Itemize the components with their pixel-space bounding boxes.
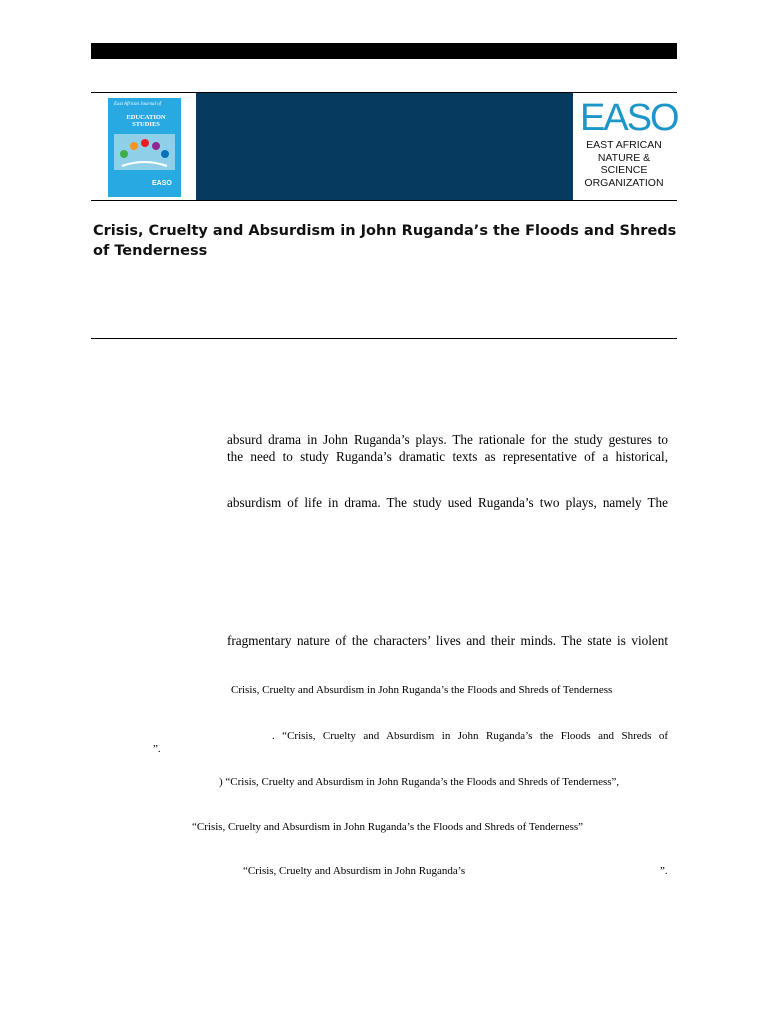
abstract-line-1: absurd drama in John Ruganda’s plays. The rationale for the study gestures to xyxy=(227,432,668,447)
abstract-line-2: the need to study Ruganda’s dramatic texts as representative of a historical, xyxy=(227,449,668,464)
header-navy-banner xyxy=(196,93,573,200)
citation-line-5: “Crisis, Cruelty and Absurdism in John Ruganda’s xyxy=(243,865,466,877)
citation-line-3: ) “Crisis, Cruelty and Absurdism in John Ruganda’s the Floods and Shreds of Tenderness”, xyxy=(219,776,620,788)
citation-line-5-tail: ”. xyxy=(660,865,668,877)
easo-logo: EASO xyxy=(580,97,678,139)
journal-cover-image xyxy=(108,98,181,197)
citation-line-2: . “Crisis, Cruelty and Absurdism in John Ruganda’s the Floods and Shreds of xyxy=(272,730,668,742)
cover-journal-name: EDUCATION STUDIES xyxy=(126,114,166,128)
citation-line-2-tail: ”. xyxy=(153,743,161,755)
title-divider xyxy=(91,338,677,339)
citation-line-4: “Crisis, Cruelty and Absurdism in John Ruganda’s the Floods and Shreds of Tenderness” xyxy=(192,821,584,833)
cover-journal-line: East African Journal of xyxy=(114,102,161,107)
top-black-bar xyxy=(91,43,677,59)
header-bottom-rule xyxy=(91,200,677,201)
cover-easo-logo: EASO xyxy=(152,180,172,187)
abstract-line-3: absurdism of life in drama. The study used Ruganda’s two plays, namely The xyxy=(227,495,668,510)
citation-line-1: Crisis, Cruelty and Absurdism in John Ruganda’s the Floods and Shreds of Tenderness xyxy=(231,684,613,696)
article-title: Crisis, Cruelty and Absurdism in John Ruganda’s the Floods and Shreds of Tenderness xyxy=(93,223,677,259)
abstract-line-4: fragmentary nature of the characters’ lives and their minds. The state is violent xyxy=(227,633,668,648)
cover-artwork xyxy=(114,134,175,170)
publisher-name: EAST AFRICAN NATURE & SCIENCE ORGANIZATION xyxy=(584,139,664,189)
